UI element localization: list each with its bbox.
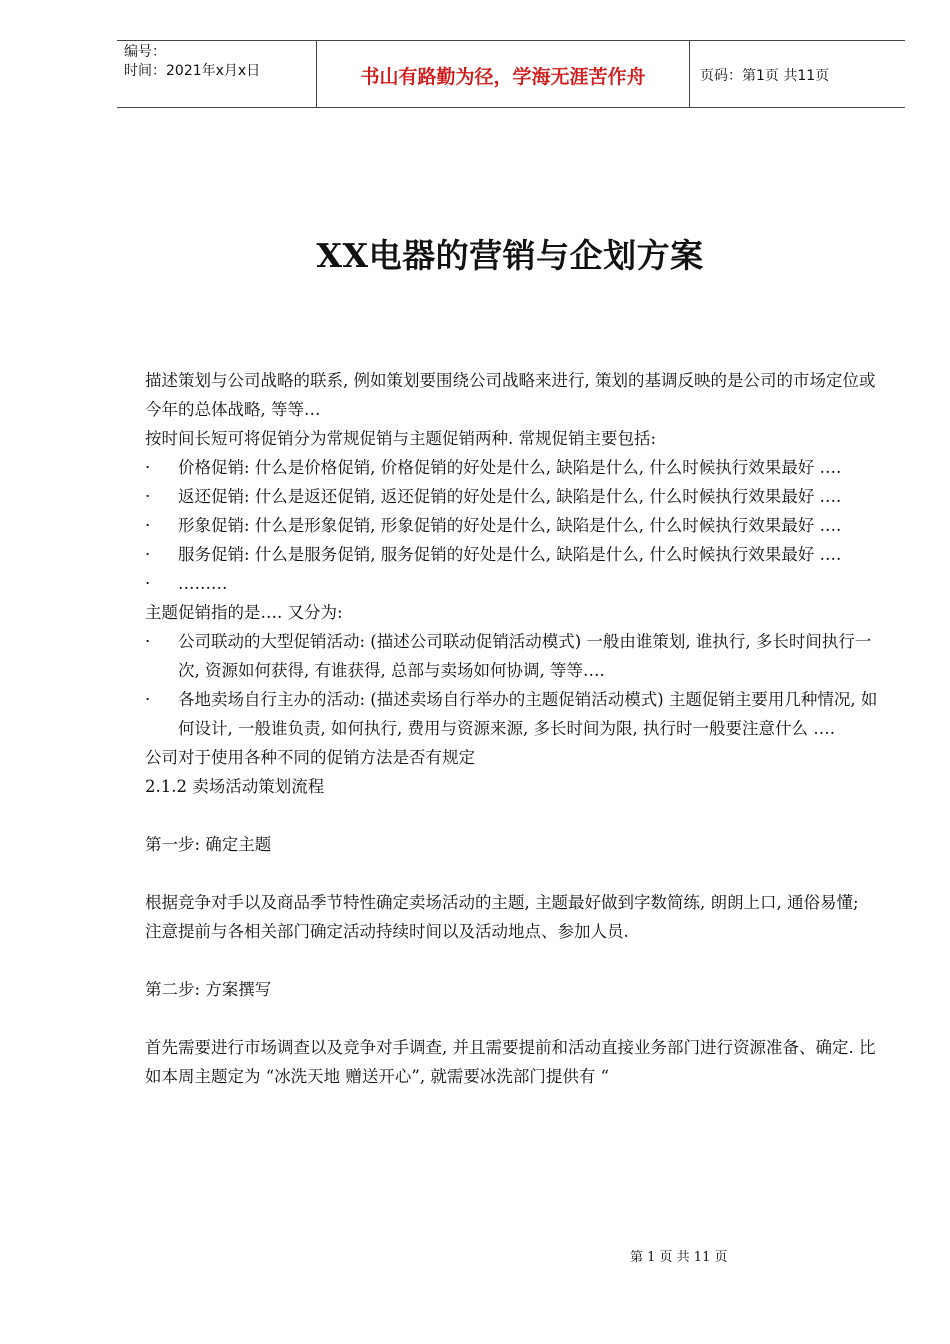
header-number-label: 编号： xyxy=(124,44,166,60)
page-footer: 第 1 页 共 11 页 xyxy=(630,1250,728,1265)
spacer xyxy=(145,1004,880,1033)
promotion-types-paragraph: 按时间长短可将促销分为常规促销与主题促销两种. 常规促销主要包括: xyxy=(145,429,657,448)
header-motto: 书山有路勤为径，学海无涯苦作舟 xyxy=(360,66,646,88)
header-top-rule xyxy=(117,40,905,41)
rules-paragraph: 公司对于使用各种不同的促销方法是否有规定 xyxy=(145,748,475,767)
bullet-symbol: · xyxy=(145,487,151,506)
list-item-text: 服务促销: 什么是服务促销, 服务促销的好处是什么, 缺陷是什么, 什么时候执行效果最好 …. xyxy=(178,545,842,564)
step1-paragraph: 根据竞争对手以及商品季节特性确定卖场活动的主题, 主题最好做到字数简练, 朗朗上口, 通俗易懂; 注意提前与各相关部门确定活动持续时间以及活动地点、参加人员. xyxy=(145,893,859,941)
list-item xyxy=(145,627,880,685)
bullet-symbol: · xyxy=(145,632,151,651)
list-item xyxy=(145,540,880,569)
list-item-text: 价格促销: 什么是价格促销, 价格促销的好处是什么, 缺陷是什么, 什么时候执行效果最好 …. xyxy=(178,458,842,477)
list-item-text: 各地卖场自行主办的活动: (描述卖场自行举办的主题促销活动模式) 主题促销主要用几种情况, 如何设计, 一般谁负责, 如何执行, 费用与资源来源, 多长时间为限, 执行时一般要注意什么 …. xyxy=(178,690,878,738)
list-item xyxy=(145,453,880,482)
document-body xyxy=(145,366,880,1091)
spacer xyxy=(145,946,880,975)
document-title: XX电器的营销与企划方案 xyxy=(316,236,704,275)
list-item-text: 公司联动的大型促销活动: (描述公司联动促销活动模式) 一般由谁策划, 谁执行, 多长时间执行一次, 资源如何获得, 有谁获得, 总部与卖场如何协调, 等等…. xyxy=(178,632,872,680)
list-item xyxy=(145,482,880,511)
step2-heading: 第二步: 方案撰写 xyxy=(145,980,272,999)
step2-paragraph: 首先需要进行市场调查以及竞争对手调查, 并且需要提前和活动直接业务部门进行资源准备、确定. 比如本周主题定为 “冰洗天地 赠送开心”, 就需要冰洗部门提供有 “ xyxy=(145,1038,876,1086)
bullet-symbol: · xyxy=(145,458,151,477)
header-meta xyxy=(124,43,260,81)
spacer xyxy=(145,801,880,830)
header-divider-right xyxy=(689,40,690,108)
intro-paragraph: 描述策划与公司战略的联系, 例如策划要围绕公司战略来进行, 策划的基调反映的是公司的市场定位或今年的总体战略, 等等… xyxy=(145,371,876,419)
bullet-symbol: · xyxy=(145,516,151,535)
theme-promotion-paragraph: 主题促销指的是…. 又分为: xyxy=(145,603,343,622)
header-bottom-rule xyxy=(117,107,905,108)
document-header xyxy=(117,40,905,108)
bullet-symbol: · xyxy=(145,545,151,564)
list-item xyxy=(145,569,880,598)
spacer xyxy=(145,859,880,888)
list-item-text: 形象促销: 什么是形象促销, 形象促销的好处是什么, 缺陷是什么, 什么时候执行效果最好 …. xyxy=(178,516,842,535)
list-item-text: 返还促销: 什么是返还促销, 返还促销的好处是什么, 缺陷是什么, 什么时候执行效果最好 …. xyxy=(178,487,842,506)
list-item xyxy=(145,685,880,743)
bullet-symbol: · xyxy=(145,574,151,593)
header-time-label: 时间：2021年x月x日 xyxy=(124,63,261,79)
section-heading: 2.1.2 卖场活动策划流程 xyxy=(145,777,325,796)
list-item-text: ……… xyxy=(178,574,228,593)
step1-heading: 第一步: 确定主题 xyxy=(145,835,272,854)
list-item xyxy=(145,511,880,540)
header-page-label: 页码：第1页 共11页 xyxy=(700,68,830,84)
bullet-symbol: · xyxy=(145,690,151,709)
